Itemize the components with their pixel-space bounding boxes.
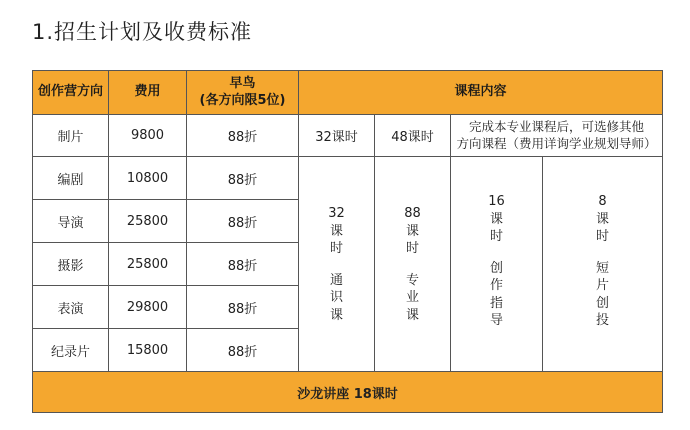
header-fee: 费用 (109, 71, 187, 115)
vert-char: 指 (489, 295, 503, 311)
vert-char: 课 (329, 307, 343, 323)
elective-note-line2: 方向课程（费用详询学业规划导师） (456, 135, 657, 151)
vert-char: 时 (405, 241, 419, 257)
row-direction: 表演 (33, 286, 109, 329)
row-fee: 15800 (109, 329, 187, 372)
header-early-bird-sub: (各方向限5位) (199, 92, 286, 108)
content-col-creative (451, 157, 543, 372)
content-elective-note (451, 115, 663, 157)
row-discount: 88折 (187, 157, 299, 200)
row-direction: 摄影 (33, 243, 109, 286)
row-discount: 88折 (187, 200, 299, 243)
header-content: 课程内容 (299, 71, 663, 115)
row-direction: 纪录片 (33, 329, 109, 372)
vert-char: 通 (329, 272, 343, 288)
content-col-general (299, 157, 375, 372)
page-title: 1.招生计划及收费标准 (32, 20, 253, 44)
vert-char: 片 (596, 278, 610, 294)
vert-char: 88 (404, 206, 421, 221)
vert-char: 作 (489, 278, 503, 294)
content-hours-general: 32课时 (299, 115, 375, 157)
vert-char: 时 (596, 229, 610, 245)
content-col-major (375, 157, 451, 372)
row-direction: 制片 (33, 115, 109, 157)
vert-char: 课 (405, 307, 419, 323)
header-direction: 创作营方向 (33, 71, 109, 115)
vert-char: 创 (596, 295, 610, 311)
tuition-table (32, 70, 663, 413)
vert-char: 8 (598, 194, 607, 209)
vert-char: 课 (405, 223, 419, 239)
vert-char: 业 (405, 290, 419, 306)
row-discount: 88折 (187, 286, 299, 329)
row-fee: 10800 (109, 157, 187, 200)
row-direction: 编剧 (33, 157, 109, 200)
header-early-bird (187, 71, 299, 115)
row-direction: 导演 (33, 200, 109, 243)
content-hours-major: 48课时 (375, 115, 451, 157)
vert-char: 投 (596, 313, 610, 329)
row-discount: 88折 (187, 115, 299, 157)
row-fee: 25800 (109, 200, 187, 243)
vert-char: 32 (328, 206, 345, 221)
row-discount: 88折 (187, 329, 299, 372)
vert-char: 识 (329, 290, 343, 306)
vert-char: 16 (488, 194, 505, 209)
vert-char: 专 (405, 272, 419, 288)
vert-char: 课 (596, 211, 610, 227)
vert-char: 时 (329, 241, 343, 257)
vert-char: 课 (489, 211, 503, 227)
vert-char: 创 (489, 260, 503, 276)
vert-char: 课 (329, 223, 343, 239)
row-fee: 29800 (109, 286, 187, 329)
header-early-bird-label: 早鸟 (229, 75, 256, 91)
row-discount: 88折 (187, 243, 299, 286)
elective-note-line1: 完成本专业课程后，可选修其他 (469, 118, 645, 134)
vert-char: 短 (596, 260, 610, 276)
row-fee: 25800 (109, 243, 187, 286)
vert-char: 时 (489, 229, 503, 245)
row-fee: 9800 (109, 115, 187, 157)
footer-salon-lectures: 沙龙讲座 18课时 (33, 372, 663, 413)
vert-char: 导 (489, 313, 503, 329)
content-col-short-film (543, 157, 663, 372)
